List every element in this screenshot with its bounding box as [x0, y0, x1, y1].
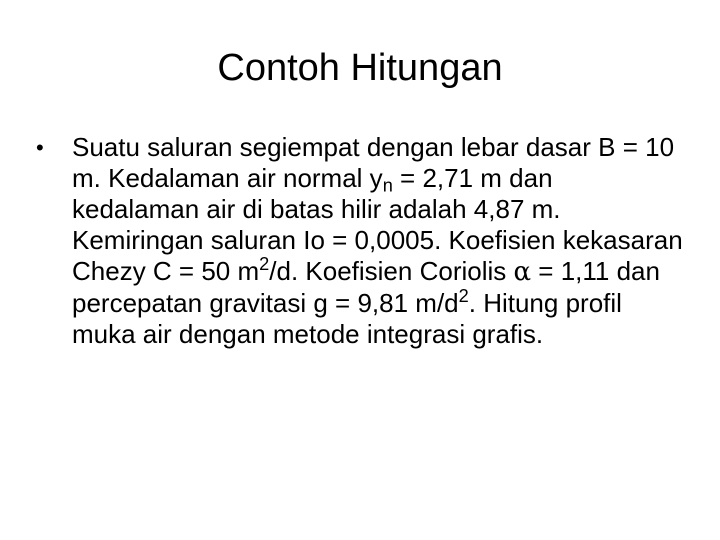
superscript-2-first: 2 — [259, 254, 270, 274]
paragraph-text-4: = 1,11 dan percepatan gravitasi g = 9,81 m/d — [72, 256, 660, 318]
paragraph-text-3: /d. Koefisien Coriolis — [269, 256, 514, 286]
superscript-2-second: 2 — [458, 286, 469, 306]
bullet-list — [36, 132, 686, 350]
paragraph-text-5: . Hitung profil muka air dengan metode integrasi grafis. — [72, 288, 622, 349]
subscript-n: n — [382, 175, 393, 196]
slide-title: Contoh Hitungan — [217, 47, 503, 89]
paragraph-text-2: = 2,71 m dan kedalaman air di batas hilir adalah 4,87 m. Kemiringan saluran Io = 0,0005. Koefisien kekasaran Chezy C = 50 m — [72, 163, 683, 286]
bullet-icon: • — [36, 135, 44, 160]
paragraph-text-1: Suatu saluran segiempat dengan lebar dasar B = 10 m. Kedalaman air normal y — [72, 132, 675, 193]
bullet-item — [36, 132, 686, 350]
alpha-symbol: α — [513, 257, 532, 287]
